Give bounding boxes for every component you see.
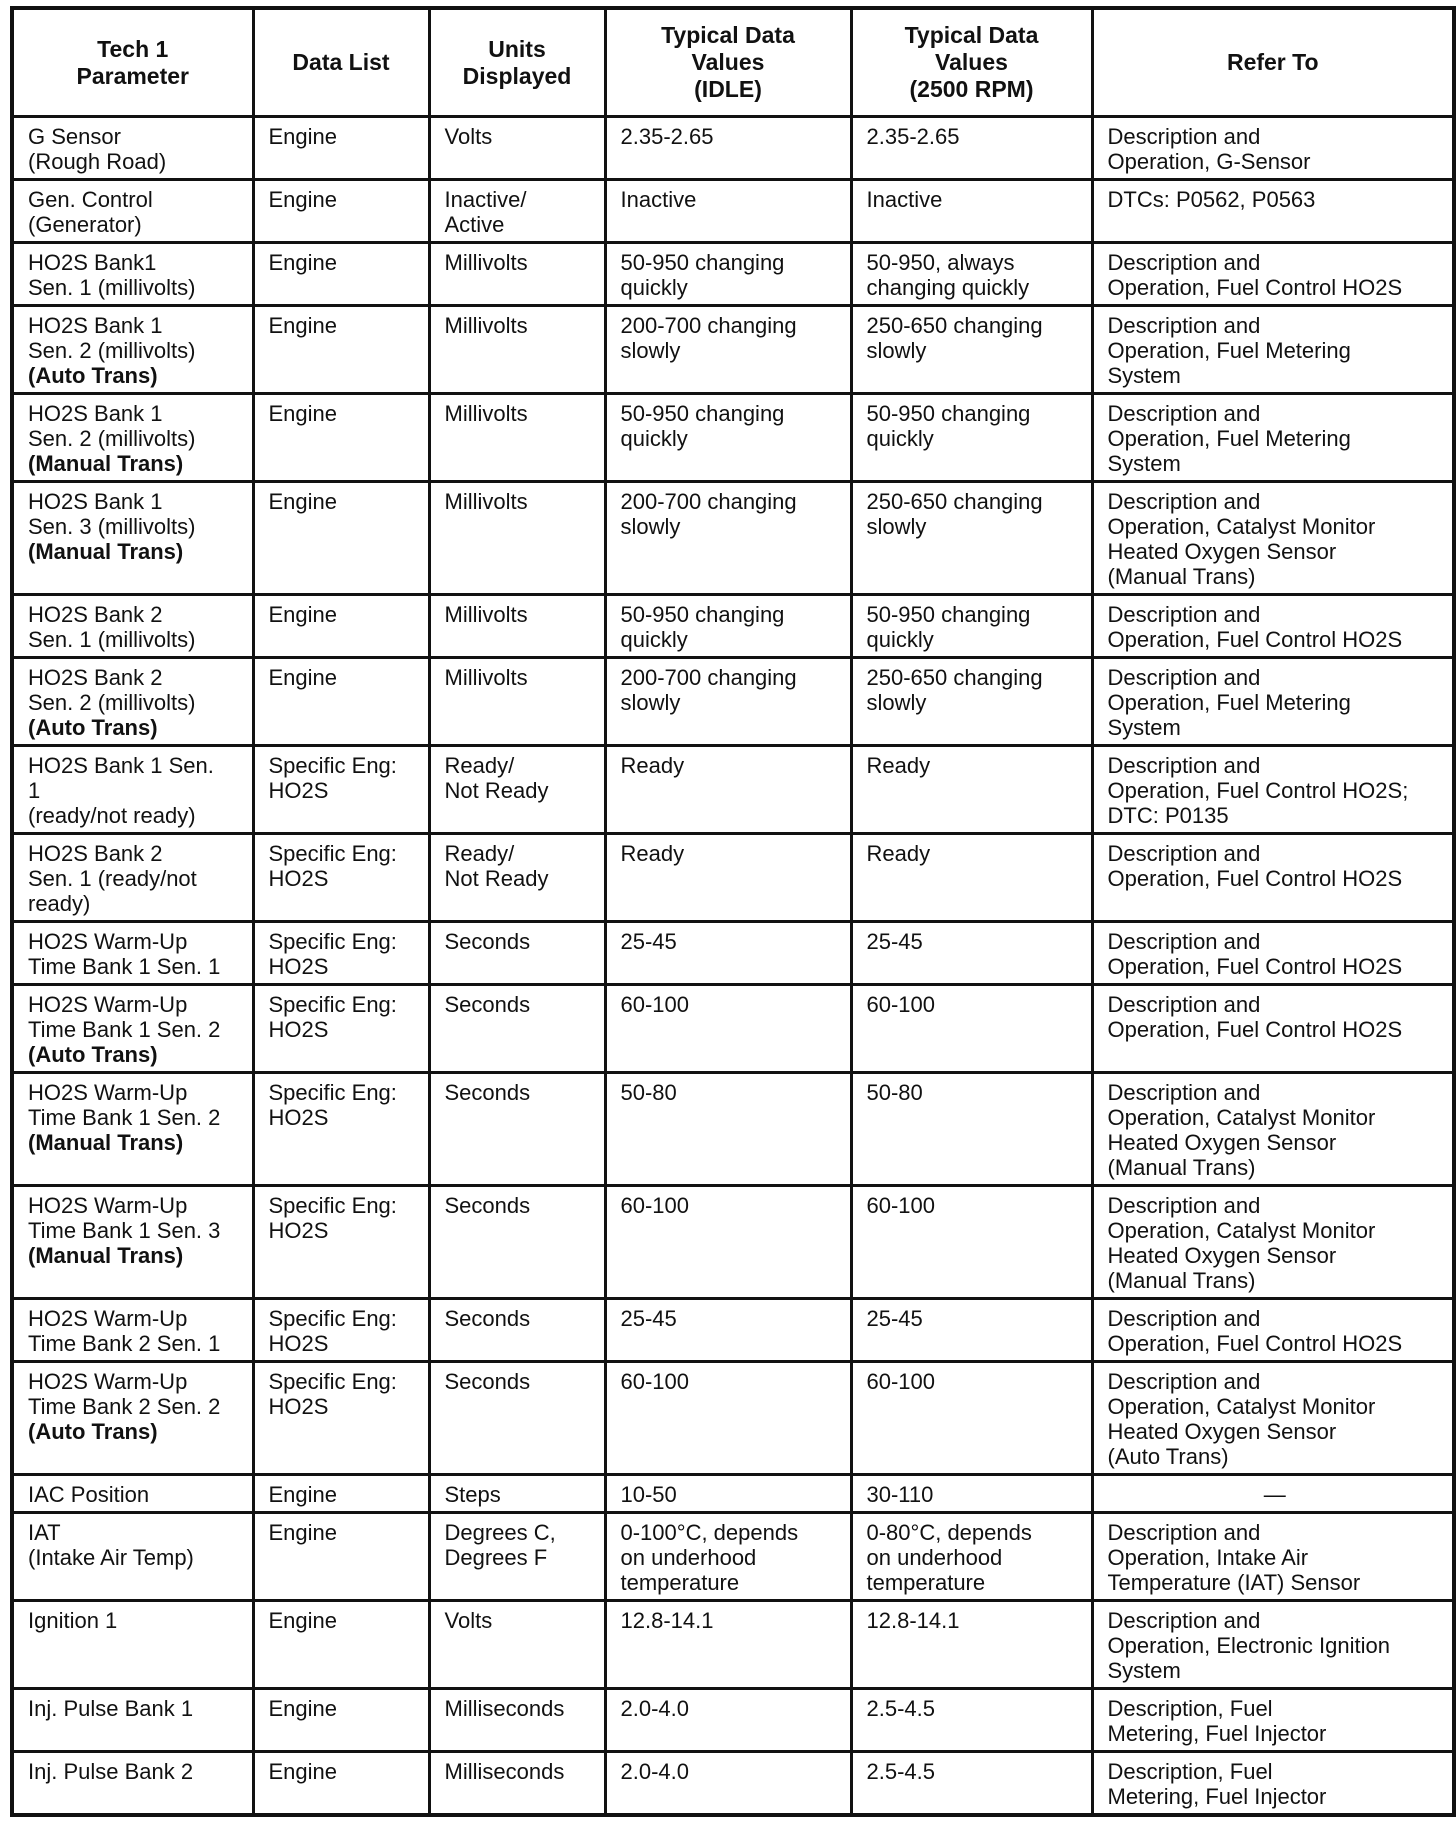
rpm-value-cell	[851, 1475, 1092, 1513]
parameter-cell-text: HO2S Bank 1 Sen. 2 (millivolts)	[28, 313, 196, 363]
units-cell	[429, 1475, 605, 1513]
units-cell-text: Seconds	[444, 1369, 531, 1394]
parameter-cell	[12, 922, 253, 985]
transmission-note: (Manual Trans)	[28, 1130, 184, 1155]
refer-to-cell-text: Description and Operation, Fuel Control HO2S	[1107, 1306, 1403, 1356]
table-row	[12, 595, 1454, 658]
header-units-displayed: Units Displayed	[429, 8, 605, 117]
parameter-cell	[12, 658, 253, 746]
refer-to-cell-text: Description and Operation, Fuel Control HO2S	[1107, 250, 1403, 300]
parameter-cell	[12, 834, 253, 922]
parameter-cell	[12, 1689, 253, 1752]
rpm-value-cell-text: 250-650 changing slowly	[866, 665, 1043, 715]
idle-value-cell	[605, 394, 851, 482]
refer-to-cell-text: Description and Operation, Fuel Control HO2S	[1107, 992, 1403, 1042]
rpm-value-cell	[851, 306, 1092, 394]
parameter-cell-text: IAC Position	[28, 1482, 150, 1507]
idle-value-cell	[605, 482, 851, 595]
transmission-note: (Auto Trans)	[28, 715, 158, 740]
idle-value-cell	[605, 1299, 851, 1362]
header-data-list: Data List	[253, 8, 429, 117]
idle-value-cell-text: 50-80	[620, 1080, 677, 1105]
parameter-cell	[12, 1299, 253, 1362]
idle-value-cell-text: 25-45	[620, 929, 677, 954]
rpm-value-cell	[851, 1513, 1092, 1601]
parameter-cell	[12, 1073, 253, 1186]
rpm-value-cell-text: Inactive	[866, 187, 943, 212]
data-list-cell	[253, 482, 429, 595]
parameter-cell	[12, 1601, 253, 1689]
refer-to-cell-text: Description and Operation, Catalyst Monitor Heated Oxygen Sensor (Manual Trans)	[1107, 1080, 1376, 1180]
refer-to-cell	[1092, 180, 1454, 243]
refer-to-cell	[1092, 117, 1454, 180]
table-row	[12, 658, 1454, 746]
refer-to-cell	[1092, 243, 1454, 306]
units-cell-text: Millivolts	[444, 489, 528, 514]
idle-value-cell	[605, 117, 851, 180]
data-list-cell-text: Specific Eng: HO2S	[268, 1369, 397, 1419]
data-list-cell-text: Specific Eng: HO2S	[268, 992, 397, 1042]
rpm-value-cell-text: 2.5-4.5	[866, 1759, 935, 1784]
units-cell	[429, 985, 605, 1073]
header-tech1-parameter: Tech 1 Parameter	[12, 8, 253, 117]
rpm-value-cell	[851, 482, 1092, 595]
rpm-value-cell	[851, 394, 1092, 482]
idle-value-cell	[605, 985, 851, 1073]
units-cell	[429, 658, 605, 746]
refer-to-cell-text: Description and Operation, Fuel Control HO2S	[1107, 602, 1403, 652]
units-cell-text: Milliseconds	[444, 1759, 565, 1784]
refer-to-cell	[1092, 658, 1454, 746]
units-cell	[429, 117, 605, 180]
parameter-cell	[12, 1475, 253, 1513]
parameter-cell-text: HO2S Bank 2 Sen. 2 (millivolts)	[28, 665, 196, 715]
refer-to-cell	[1092, 922, 1454, 985]
units-cell-text: Volts	[444, 1608, 493, 1633]
refer-to-cell	[1092, 985, 1454, 1073]
parameter-cell	[12, 306, 253, 394]
idle-value-cell	[605, 595, 851, 658]
rpm-value-cell-text: 2.5-4.5	[866, 1696, 935, 1721]
table-row	[12, 180, 1454, 243]
rpm-value-cell-text: 2.35-2.65	[866, 124, 960, 149]
idle-value-cell-text: Ready	[620, 841, 685, 866]
units-cell-text: Millivolts	[444, 313, 528, 338]
table-row	[12, 1475, 1454, 1513]
units-cell-text: Millivolts	[444, 602, 528, 627]
parameter-cell	[12, 117, 253, 180]
parameter-cell	[12, 746, 253, 834]
parameter-cell-text: HO2S Bank1 Sen. 1 (millivolts)	[28, 250, 196, 300]
refer-to-cell	[1092, 1299, 1454, 1362]
data-list-cell-text: Engine	[268, 250, 338, 275]
data-list-cell	[253, 595, 429, 658]
table-row	[12, 1689, 1454, 1752]
data-list-cell-text: Engine	[268, 313, 338, 338]
table-row	[12, 1073, 1454, 1186]
units-cell-text: Millivolts	[444, 401, 528, 426]
parameter-cell	[12, 243, 253, 306]
tech1-parameter-table	[10, 6, 1456, 1817]
refer-to-cell-text: Description, Fuel Metering, Fuel Injector	[1107, 1759, 1327, 1809]
idle-value-cell-text: Ready	[620, 753, 685, 778]
units-cell	[429, 1752, 605, 1816]
units-cell	[429, 1073, 605, 1186]
units-cell	[429, 306, 605, 394]
data-list-cell	[253, 394, 429, 482]
data-list-cell	[253, 1362, 429, 1475]
refer-to-cell	[1092, 1073, 1454, 1186]
units-cell-text: Steps	[444, 1482, 501, 1507]
refer-to-cell-text: Description and Operation, Catalyst Monitor Heated Oxygen Sensor (Manual Trans)	[1107, 1193, 1376, 1293]
data-list-cell	[253, 658, 429, 746]
idle-value-cell-text: Inactive	[620, 187, 697, 212]
parameter-cell-text: HO2S Warm-Up Time Bank 1 Sen. 3	[28, 1193, 221, 1243]
refer-to-cell	[1092, 746, 1454, 834]
table-row	[12, 306, 1454, 394]
document-page	[10, 6, 1452, 1817]
transmission-note: (Auto Trans)	[28, 1042, 158, 1067]
parameter-cell-text: Ignition 1	[28, 1608, 118, 1633]
data-list-cell	[253, 1186, 429, 1299]
refer-to-cell	[1092, 482, 1454, 595]
units-cell	[429, 243, 605, 306]
units-cell-text: Ready/ Not Ready	[444, 841, 549, 891]
idle-value-cell-text: 50-950 changing quickly	[620, 250, 785, 300]
table-row	[12, 985, 1454, 1073]
rpm-value-cell	[851, 1299, 1092, 1362]
parameter-cell	[12, 595, 253, 658]
data-list-cell-text: Engine	[268, 1696, 338, 1721]
idle-value-cell	[605, 1689, 851, 1752]
rpm-value-cell-text: 30-110	[866, 1482, 934, 1507]
transmission-note: (Manual Trans)	[28, 451, 184, 476]
idle-value-cell	[605, 746, 851, 834]
parameter-cell-text: HO2S Warm-Up Time Bank 1 Sen. 2	[28, 992, 221, 1042]
data-list-cell	[253, 1073, 429, 1186]
idle-value-cell-text: 2.0-4.0	[620, 1759, 689, 1784]
rpm-value-cell	[851, 1601, 1092, 1689]
parameter-cell-text: HO2S Bank 1 Sen. 1 (ready/not ready)	[28, 753, 214, 828]
units-cell-text: Inactive/ Active	[444, 187, 527, 237]
rpm-value-cell-text: 250-650 changing slowly	[866, 313, 1043, 363]
rpm-value-cell	[851, 1073, 1092, 1186]
units-cell	[429, 180, 605, 243]
data-list-cell-text: Specific Eng: HO2S	[268, 753, 397, 803]
data-list-cell-text: Specific Eng: HO2S	[268, 1306, 397, 1356]
rpm-value-cell	[851, 1752, 1092, 1816]
parameter-cell-text: G Sensor (Rough Road)	[28, 124, 167, 174]
parameter-cell-text: Gen. Control (Generator)	[28, 187, 153, 237]
refer-to-cell-text: Description and Operation, Intake Air Temperature (IAT) Sensor	[1107, 1520, 1361, 1595]
idle-value-cell-text: 2.0-4.0	[620, 1696, 689, 1721]
rpm-value-cell-text: 50-950 changing quickly	[866, 602, 1031, 652]
data-list-cell-text: Engine	[268, 602, 338, 627]
data-list-cell	[253, 922, 429, 985]
units-cell-text: Millivolts	[444, 665, 528, 690]
header-typical-idle: Typical Data Values (IDLE)	[605, 8, 851, 117]
data-list-cell	[253, 1752, 429, 1816]
table-row	[12, 1601, 1454, 1689]
refer-to-cell-text: Description and Operation, Fuel Control HO2S	[1107, 841, 1403, 891]
table-row	[12, 1186, 1454, 1299]
idle-value-cell-text: 25-45	[620, 1306, 677, 1331]
refer-to-cell-text: Description and Operation, Fuel Metering System	[1107, 665, 1351, 740]
table-row	[12, 1752, 1454, 1816]
rpm-value-cell	[851, 746, 1092, 834]
parameter-cell-text: HO2S Bank 1 Sen. 3 (millivolts)	[28, 489, 196, 539]
table-row	[12, 1299, 1454, 1362]
table-row	[12, 922, 1454, 985]
idle-value-cell	[605, 1186, 851, 1299]
parameter-cell	[12, 482, 253, 595]
table-row	[12, 482, 1454, 595]
parameter-cell-text: HO2S Warm-Up Time Bank 1 Sen. 1	[28, 929, 221, 979]
idle-value-cell	[605, 1073, 851, 1186]
units-cell	[429, 1689, 605, 1752]
parameter-cell-text: HO2S Bank 1 Sen. 2 (millivolts)	[28, 401, 196, 451]
idle-value-cell-text: 2.35-2.65	[620, 124, 714, 149]
units-cell	[429, 1362, 605, 1475]
parameter-cell-text: IAT (Intake Air Temp)	[28, 1520, 194, 1570]
data-list-cell-text: Engine	[268, 1608, 338, 1633]
data-list-cell	[253, 1601, 429, 1689]
refer-to-cell-text: DTCs: P0562, P0563	[1107, 187, 1316, 212]
idle-value-cell-text: 0-100°C, depends on underhood temperature	[620, 1520, 799, 1595]
units-cell-text: Milliseconds	[444, 1696, 565, 1721]
parameter-cell-text: Inj. Pulse Bank 2	[28, 1759, 194, 1784]
rpm-value-cell-text: 60-100	[866, 992, 936, 1017]
parameter-cell	[12, 1186, 253, 1299]
data-list-cell	[253, 306, 429, 394]
units-cell-text: Seconds	[444, 992, 531, 1017]
refer-to-cell	[1092, 306, 1454, 394]
data-list-cell-text: Engine	[268, 489, 338, 514]
header-refer-to: Refer To	[1092, 8, 1454, 117]
units-cell	[429, 1601, 605, 1689]
rpm-value-cell-text: 50-80	[866, 1080, 923, 1105]
data-list-cell	[253, 1299, 429, 1362]
parameter-cell-text: Inj. Pulse Bank 1	[28, 1696, 194, 1721]
units-cell	[429, 394, 605, 482]
data-list-cell-text: Specific Eng: HO2S	[268, 1193, 397, 1243]
refer-to-cell	[1092, 834, 1454, 922]
idle-value-cell-text: 60-100	[620, 992, 690, 1017]
units-cell	[429, 1299, 605, 1362]
refer-to-cell-text: Description and Operation, Catalyst Monitor Heated Oxygen Sensor (Manual Trans)	[1107, 489, 1376, 589]
idle-value-cell-text: 60-100	[620, 1193, 690, 1218]
parameter-cell-text: HO2S Warm-Up Time Bank 2 Sen. 1	[28, 1306, 221, 1356]
refer-to-cell	[1092, 1689, 1454, 1752]
idle-value-cell	[605, 922, 851, 985]
parameter-cell-text: HO2S Bank 2 Sen. 1 (ready/not ready)	[28, 841, 197, 916]
rpm-value-cell-text: 25-45	[866, 929, 923, 954]
parameter-cell-text: HO2S Warm-Up Time Bank 2 Sen. 2	[28, 1369, 221, 1419]
refer-to-cell	[1092, 1186, 1454, 1299]
rpm-value-cell	[851, 180, 1092, 243]
rpm-value-cell-text: Ready	[866, 753, 931, 778]
rpm-value-cell-text: Ready	[866, 841, 931, 866]
idle-value-cell-text: 60-100	[620, 1369, 690, 1394]
data-list-cell-text: Engine	[268, 1759, 338, 1784]
refer-to-cell	[1092, 1362, 1454, 1475]
transmission-note: (Manual Trans)	[28, 1243, 184, 1268]
idle-value-cell	[605, 306, 851, 394]
refer-to-cell-text: Description and Operation, Fuel Metering System	[1107, 401, 1351, 476]
rpm-value-cell	[851, 117, 1092, 180]
data-list-cell-text: Engine	[268, 401, 338, 426]
data-list-cell-text: Engine	[268, 1520, 338, 1545]
idle-value-cell	[605, 1752, 851, 1816]
refer-to-cell-text: Description and Operation, Electronic Ignition System	[1107, 1608, 1390, 1683]
data-list-cell-text: Engine	[268, 187, 338, 212]
refer-to-cell	[1092, 1475, 1454, 1513]
idle-value-cell-text: 50-950 changing quickly	[620, 401, 785, 451]
idle-value-cell-text: 200-700 changing slowly	[620, 489, 797, 539]
parameter-cell	[12, 1362, 253, 1475]
idle-value-cell	[605, 834, 851, 922]
idle-value-cell	[605, 1362, 851, 1475]
table-row	[12, 1362, 1454, 1475]
data-list-cell	[253, 985, 429, 1073]
refer-to-cell	[1092, 1513, 1454, 1601]
rpm-value-cell	[851, 985, 1092, 1073]
rpm-value-cell	[851, 1186, 1092, 1299]
table-row	[12, 117, 1454, 180]
idle-value-cell-text: 200-700 changing slowly	[620, 665, 797, 715]
table-row	[12, 834, 1454, 922]
idle-value-cell	[605, 658, 851, 746]
table-row	[12, 746, 1454, 834]
table-row	[12, 243, 1454, 306]
transmission-note: (Manual Trans)	[28, 539, 184, 564]
refer-to-cell-text: Description, Fuel Metering, Fuel Injector	[1107, 1696, 1327, 1746]
units-cell-text: Millivolts	[444, 250, 528, 275]
refer-to-cell-text: Description and Operation, Fuel Control HO2S	[1107, 929, 1403, 979]
units-cell	[429, 834, 605, 922]
table-row	[12, 394, 1454, 482]
rpm-value-cell	[851, 1362, 1092, 1475]
idle-value-cell-text: 200-700 changing slowly	[620, 313, 797, 363]
refer-to-cell	[1092, 1752, 1454, 1816]
units-cell-text: Seconds	[444, 1080, 531, 1105]
parameter-cell-text: HO2S Bank 2 Sen. 1 (millivolts)	[28, 602, 196, 652]
idle-value-cell-text: 50-950 changing quickly	[620, 602, 785, 652]
units-cell-text: Seconds	[444, 1193, 531, 1218]
data-list-cell	[253, 1475, 429, 1513]
rpm-value-cell	[851, 1689, 1092, 1752]
units-cell	[429, 1513, 605, 1601]
parameter-cell-text: HO2S Warm-Up Time Bank 1 Sen. 2	[28, 1080, 221, 1130]
units-cell	[429, 1186, 605, 1299]
units-cell	[429, 746, 605, 834]
rpm-value-cell-text: 60-100	[866, 1369, 936, 1394]
data-list-cell-text: Engine	[268, 124, 338, 149]
refer-to-cell	[1092, 394, 1454, 482]
idle-value-cell	[605, 180, 851, 243]
units-cell-text: Volts	[444, 124, 493, 149]
data-list-cell-text: Specific Eng: HO2S	[268, 841, 397, 891]
rpm-value-cell	[851, 834, 1092, 922]
rpm-value-cell	[851, 658, 1092, 746]
refer-to-cell-text: Description and Operation, Fuel Control HO2S; DTC: P0135	[1107, 753, 1409, 828]
units-cell-text: Ready/ Not Ready	[444, 753, 549, 803]
idle-value-cell	[605, 1475, 851, 1513]
rpm-value-cell	[851, 922, 1092, 985]
data-list-cell	[253, 180, 429, 243]
refer-to-cell-text: —	[1263, 1482, 1286, 1507]
idle-value-cell	[605, 1601, 851, 1689]
parameter-cell	[12, 1752, 253, 1816]
units-cell	[429, 595, 605, 658]
data-list-cell-text: Specific Eng: HO2S	[268, 929, 397, 979]
idle-value-cell	[605, 243, 851, 306]
data-list-cell	[253, 117, 429, 180]
header-typical-2500rpm: Typical Data Values (2500 RPM)	[851, 8, 1092, 117]
refer-to-cell-text: Description and Operation, Catalyst Monitor Heated Oxygen Sensor (Auto Trans)	[1107, 1369, 1376, 1469]
idle-value-cell-text: 12.8-14.1	[620, 1608, 714, 1633]
transmission-note: (Auto Trans)	[28, 363, 158, 388]
parameter-cell	[12, 394, 253, 482]
refer-to-cell-text: Description and Operation, G-Sensor	[1107, 124, 1311, 174]
units-cell	[429, 922, 605, 985]
units-cell-text: Seconds	[444, 929, 531, 954]
rpm-value-cell-text: 250-650 changing slowly	[866, 489, 1043, 539]
idle-value-cell	[605, 1513, 851, 1601]
rpm-value-cell-text: 0-80°C, depends on underhood temperature	[866, 1520, 1032, 1595]
data-list-cell	[253, 834, 429, 922]
rpm-value-cell-text: 60-100	[866, 1193, 936, 1218]
data-list-cell	[253, 1513, 429, 1601]
refer-to-cell-text: Description and Operation, Fuel Metering System	[1107, 313, 1351, 388]
parameter-cell	[12, 180, 253, 243]
rpm-value-cell-text: 12.8-14.1	[866, 1608, 960, 1633]
data-list-cell	[253, 243, 429, 306]
data-list-cell-text: Engine	[268, 1482, 338, 1507]
parameter-cell	[12, 985, 253, 1073]
refer-to-cell	[1092, 595, 1454, 658]
rpm-value-cell	[851, 243, 1092, 306]
rpm-value-cell-text: 50-950 changing quickly	[866, 401, 1031, 451]
parameter-cell	[12, 1513, 253, 1601]
table-row	[12, 1513, 1454, 1601]
transmission-note: (Auto Trans)	[28, 1419, 158, 1444]
data-list-cell	[253, 746, 429, 834]
units-cell-text: Degrees C, Degrees F	[444, 1520, 556, 1570]
rpm-value-cell-text: 25-45	[866, 1306, 923, 1331]
data-list-cell-text: Specific Eng: HO2S	[268, 1080, 397, 1130]
units-cell	[429, 482, 605, 595]
idle-value-cell-text: 10-50	[620, 1482, 677, 1507]
data-list-cell-text: Engine	[268, 665, 338, 690]
data-list-cell	[253, 1689, 429, 1752]
rpm-value-cell-text: 50-950, always changing quickly	[866, 250, 1030, 300]
units-cell-text: Seconds	[444, 1306, 531, 1331]
table-header-row	[12, 8, 1454, 117]
rpm-value-cell	[851, 595, 1092, 658]
refer-to-cell	[1092, 1601, 1454, 1689]
